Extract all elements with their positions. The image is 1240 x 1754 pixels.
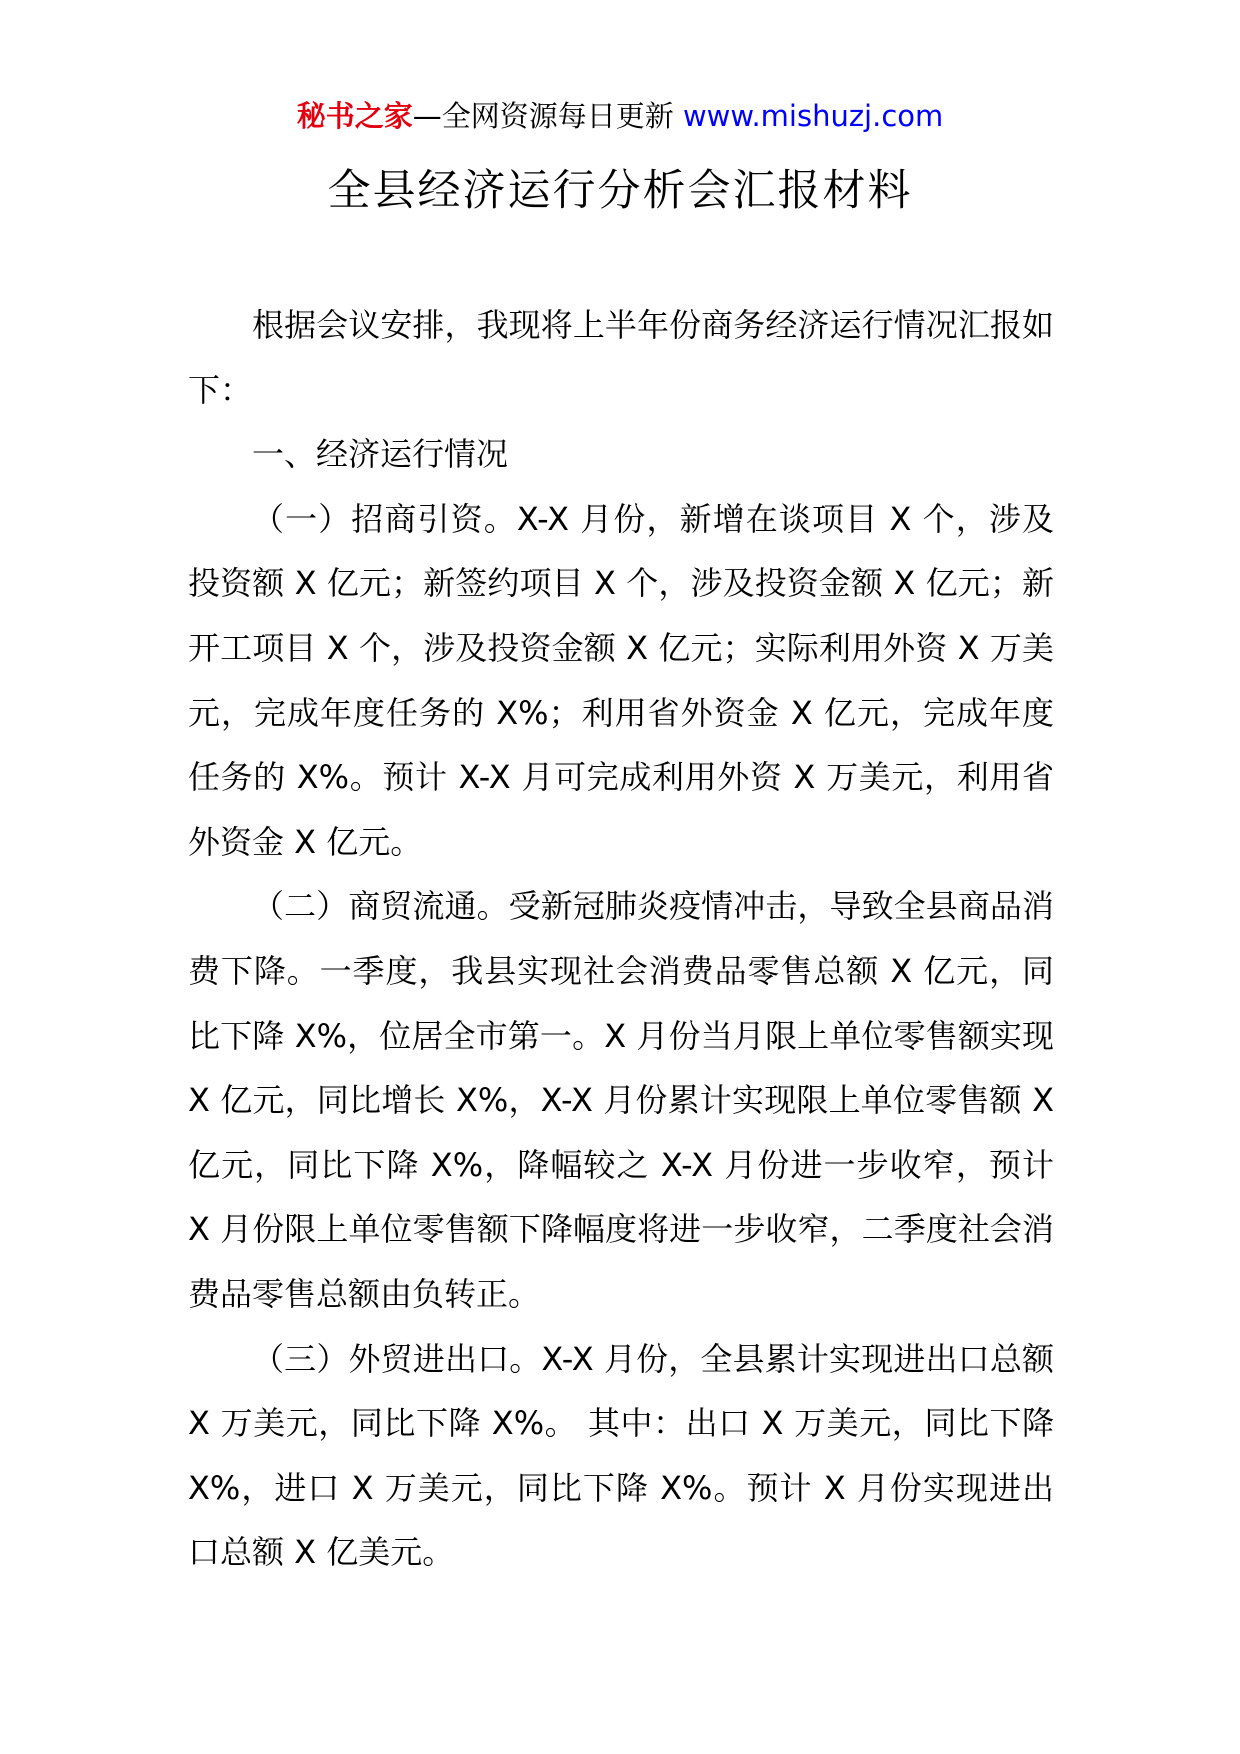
commerce-paragraph: （二）商贸流通。受新冠肺炎疫情冲击，导致全县商品消费下降。一季度，我县实现社会消费品零售总额 X 亿元，同比下降 X%，位居全市第一。X 月份当月限上单位零售额实现 X 亿元，同比增长 X%，X-X 月份累计实现限上单位零售额 X 亿元，同比下降 X%，降幅较之 X-X 月份进一步收窄，预计 X 月份限上单位零售额下降幅度将进一步收窄，二季度社会消费品零售总额由负转正。: [188, 887, 1054, 1313]
section-heading: 一、经济运行情况: [252, 435, 509, 474]
intro-paragraph: 根据会议安排，我现将上半年份商务经济运行情况汇报如下：: [188, 306, 1054, 409]
document-title: 全县经济运行分析会汇报材料: [327, 166, 913, 216]
brand-name: 秘书之家: [296, 99, 413, 133]
investment-paragraph: （一）招商引资。X-X 月份，新增在谈项目 X 个，涉及投资额 X 亿元；新签约项目 X 个，涉及投资金额 X 亿元；新开工项目 X 个，涉及投资金额 X 亿元；实际利用外资 X 万美元，完成年度任务的 X%；利用省外资金 X 亿元，完成年度任务的 X%。预计 X-X 月可完成利用外资 X 万美元，利用省外资金 X 亿元。: [188, 499, 1054, 861]
site-url-link[interactable]: www.mishuzj.com: [682, 99, 944, 133]
document-body: [188, 293, 1054, 1585]
site-banner: [0, 96, 1240, 136]
trade-paragraph: （三）外贸进出口。X-X 月份，全县累计实现进出口总额 X 万美元，同比下降 X%。 其中：出口 X 万美元，同比下降 X%，进口 X 万美元，同比下降 X%。预计 X 月份实现进出口总额 X 亿美元。: [188, 1339, 1054, 1572]
site-tagline: —全网资源每日更新: [412, 99, 674, 133]
